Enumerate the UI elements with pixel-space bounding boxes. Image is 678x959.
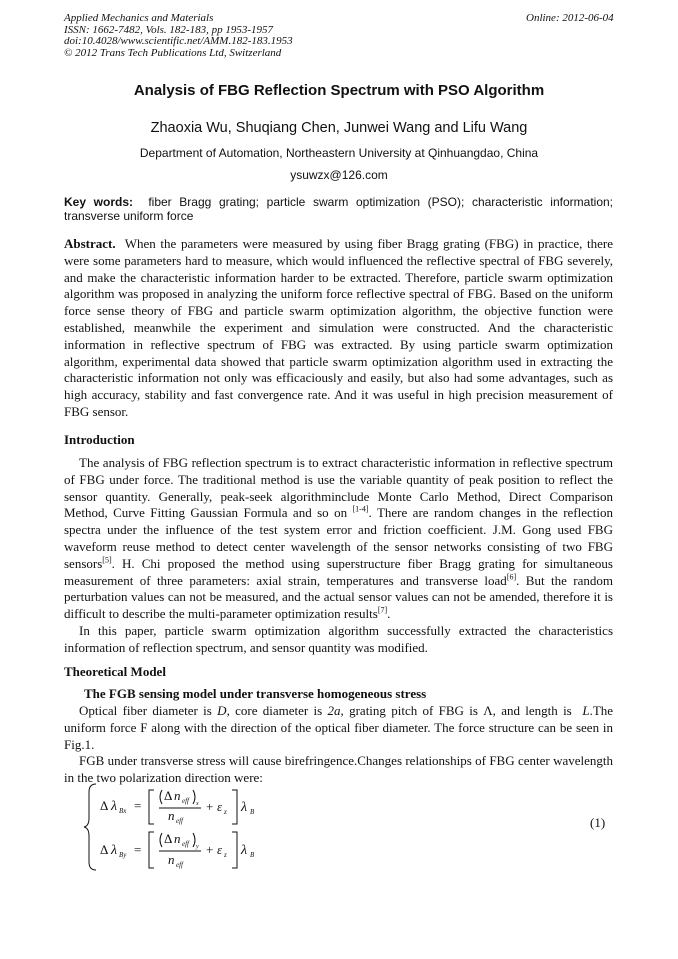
lambda-symbol-2: λ [111,843,118,858]
delta-symbol-2: Δ [100,842,109,857]
lambda-b-2: λ [241,843,248,858]
introduction-heading: Introduction [64,432,135,447]
intro-p1-text-c: . H. Chi proposed the method using superstructure fiber Bragg grating for simultaneous measurement of three parameters: axial strain, temperatures and transverse load [64,555,613,588]
delta-n-2: Δ [164,831,173,846]
n-symbol-2: n [174,831,181,846]
model-paragraph-2: FGB under transverse stress will cause birefringence.Changes relationships of FBG center wavelength in the two polarization direction were: [64,753,613,786]
equation-number: (1) [590,815,606,830]
symbol-lambda: Λ [483,703,493,718]
journal-name: Applied Mechanics and Materials [64,12,214,24]
epsilon-2: ε [217,842,223,857]
left-paren-1 [160,790,162,804]
keywords-label: Key words: [64,195,133,209]
delta-symbol-1: Δ [100,798,109,813]
subscript-by: By [119,851,127,859]
intro-paragraph-1 [64,455,613,623]
equals-sign-1: = [134,798,142,813]
subscript-eff-1: eff [182,797,189,805]
intro-p1-text-e: . [387,606,391,622]
online-date: Online: 2012-06-04 [526,12,614,24]
epsilon-1: ε [217,799,223,814]
symbol-d: D [217,703,227,718]
sensing-model-subheading: The FGB sensing model under transverse homogeneous stress [84,686,427,701]
equation-1 [64,780,613,875]
model-p1-text-c: , grating pitch of FBG is [340,703,478,718]
lambda-symbol-1: λ [111,799,118,814]
subscript-z-2: z [224,851,227,859]
journal-header [64,13,293,59]
model-p1-text-e: .The uniform force F along with the direction of the optical fiber diameter. The force structure can be seen in Fig.1. [64,703,614,752]
lambda-b-1: λ [241,800,248,815]
subscript-x: x [196,801,199,807]
intro-p1-text-a: The analysis of FBG reflection spectrum is to extract characteristic information in reflective spectrum of FBG under force. The traditional method is use the variable quantity of peak position to reflect the sensor quantity. Generally, peak-seek algorithminclude Monte Carlo Method, Direct Comparison Method, Curve Fitting Gaussian Formula and so on [64,455,613,521]
model-p1-text-b: , core diameter is [226,703,323,718]
n-symbol-1: n [174,788,181,803]
subscript-eff-denom-2: eff [176,861,183,869]
delta-n-1: Δ [164,788,173,803]
abstract-label: Abstract. [64,236,116,251]
paper-title: Analysis of FBG Reflection Spectrum with PSO Algorithm [133,82,545,99]
left-square-bracket-1 [149,790,154,824]
abstract-text: When the parameters were measured by using fiber Bragg grating (FBG) in practice, there were some parameters hard to measure, which would influenced the reflective spectral of FBG severely, and make the characteristic information harder to be extracted. Therefore, particle swarm optimization algorithm was proposed in analyzing the uniform force reflective spectral of FBG. Based on the uniform force sense theory of FBG and particle swarm optimization algorithm, the objective function were established, meanwhile the experiment and simulation were constructed. And the characteristic information in reflective spectrum of FBG was extracted. By using particle swarm optimization algorithm, experimental data showed that particle swarm optimization algorithm used in extracting the characteristic information not only was efficaciously and easily, but also had some advantages, such as high accuracy, stability and fast convergence rate. And it was useful in high precision measurement of FBG sensor. [64,236,613,419]
symbol-l: L [582,703,590,718]
equals-sign-2: = [134,842,142,857]
left-square-bracket-2 [149,832,154,868]
right-square-bracket-2 [232,832,237,868]
doi-line: doi:10.4028/www.scientific.net/AMM.182-183.1953 [64,35,293,47]
right-square-bracket-1 [232,790,237,824]
abstract [64,236,613,421]
citation-5: [5] [102,555,112,565]
n-denominator-1: n [168,808,175,823]
n-denominator-2: n [168,852,175,867]
citation-7: [7] [377,605,388,615]
symbol-2a: 2a [327,703,341,718]
intro-p1-text-d: . But the random perturbation values can not be measured, and the actual sensor values can not be amended, therefore it is difficult to describe the multi-parameter optimization results [64,572,613,622]
affiliation: Department of Automation, Northeastern University at Qinhuangdao, China [139,146,539,160]
subscript-y: y [196,844,199,850]
copyright-line: © 2012 Trans Tech Publications Ltd, Switzerland [64,46,282,59]
model-p1-text-a: Optical fiber diameter is [79,703,212,718]
author-email: ysuwzx@126.com [290,168,388,182]
keywords-text: fiber Bragg grating; particle swarm optimization (PSO); characteristic information; transverse uniform force [64,195,613,223]
introduction-body [64,455,613,657]
issn-line: ISSN: 1662-7482, Vols. 182-183, pp 1953-1957 [64,23,273,36]
right-paren-1 [193,790,195,804]
model-paragraph-1 [64,703,613,753]
subscript-bx: Bx [119,807,127,815]
subscript-z-1: z [224,808,227,816]
intro-paragraph-2: In this paper, particle swarm optimization algorithm successfully extracted the characteristics information of reflection spectrum, and sensor quantity was modified. [64,622,613,655]
intro-p1-text-b: . There are random changes in the reflection spectra under the influence of the test system error and friction coefficient. J.M. Gong used FBG waveform reuse method to detect center wavelength of the sensor networks consisting of two FBG sensors [64,505,613,571]
keywords [64,195,613,223]
subscript-b-2: B [250,851,255,859]
author-list: Zhaoxia Wu, Shuqiang Chen, Junwei Wang and Lifu Wang [150,120,528,136]
subscript-eff-2: eff [182,840,189,848]
theoretical-model-heading: Theoretical Model [64,664,166,679]
model-p1-text-d: , and length is [492,703,572,718]
model-body [64,703,613,787]
citation-1-4: [1-4] [352,505,369,515]
subscript-b-1: B [250,808,255,816]
right-paren-2 [193,833,195,847]
plus-sign-1: + [206,799,214,814]
citation-6: [6] [506,572,517,582]
left-curly-brace [84,784,96,870]
subscript-eff-denom-1: eff [176,817,183,825]
left-paren-2 [160,833,162,847]
plus-sign-2: + [206,842,214,857]
